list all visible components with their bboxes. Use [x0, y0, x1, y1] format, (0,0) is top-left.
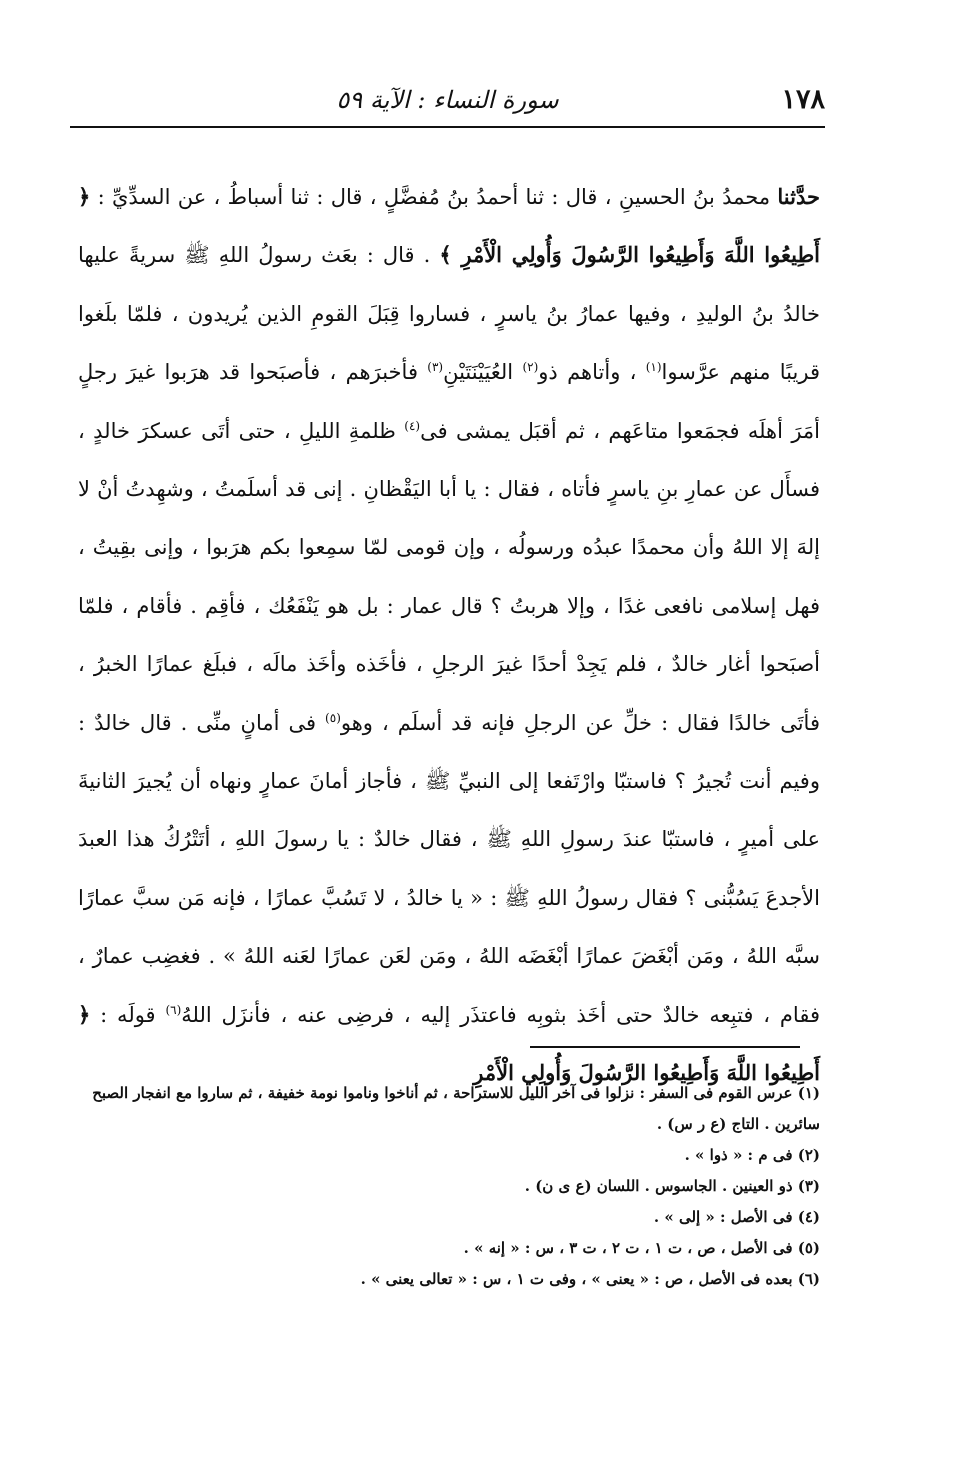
quran-verse-2: ﴿ أَطِيعُوا اللَّهَ وَأَطِيعُوا الرَّسُولَ وَأُولِي الْأَمْرِ — [78, 1001, 820, 1086]
footnote-1: (١) عرس القوم فى السفر : نزلوا فى آخر الليل للاستراحة ، ثم أناخوا وناموا نومة خفيفة ، ثم ساروا مع انفجار الصبح سائرين . التاج (ع ر س) . — [92, 1084, 820, 1133]
page-number: ١٧٨ — [781, 84, 825, 115]
footnote-ref-6[interactable]: (٦) — [165, 1002, 182, 1017]
footnote-ref-2[interactable]: (٢) — [522, 360, 539, 375]
footnote-ref-3[interactable]: (٣) — [427, 360, 444, 375]
text-segment-7: فى أمانٍ منِّى . قال خالدٌ : وفيم أنت تُجيرُ ؟ فاستبّا وارْتَفعا إلى النبيِّ ﷺ ، فأجاز أمانَ عمارٍ ونهاه أن يُجيرَ الثانيةَ على أميرٍ ، فاستبّا عندَ رسولِ اللهِ ﷺ ، فقال خالدٌ : يا رسولَ اللهِ ، أتَتْرُكُ هذا العبدَ الأجدعَ يَسُبُّنى ؟ فقال رسولُ اللهِ ﷺ : « يا خالدُ ، لا تَسُبَّ عمارًا ، فإنه مَن سبَّ عمارًا سبَّه اللهُ ، ومَن أبْغَضَ عمارًا أبْغَضَه اللهُ ، ومَن لعَن عمارًا لعَنه اللهُ » . فغضِب عمارٌ ، فقام ، فتبِعه خالدٌ حتى أخَذ بثوبِه فاعتذَر إليه ، فرضِى عنه ، فأنزَل اللهُ — [78, 710, 820, 1027]
footnote-ref-1[interactable]: (١) — [645, 360, 662, 375]
header-rule — [70, 126, 825, 128]
text-segment-8: قولَه : — [90, 1002, 166, 1027]
text-segment-3: ، وأتاهم ذو — [538, 360, 646, 385]
footnote-5: (٥) فى الأصل ، ص ، ت ١ ، ت ٢ ، ت ٣ ، س : « إنه » . — [463, 1239, 820, 1257]
footnote-6: (٦) بعده فى الأصل ، ص : « يعنى » ، وفى ت ١ ، س : « تعالى يعنى » . — [360, 1270, 820, 1288]
page-header — [70, 80, 825, 128]
footnote-ref-5[interactable]: (٥) — [325, 710, 341, 725]
text-segment-2: . قال : بعَث رسولُ اللهِ ﷺ سريةً عليها خالدُ بنُ الوليدِ ، وفيها عمارُ بنُ ياسرٍ ، فساروا قِبَلَ القومِ الذين يُريدون ، فلمّا بلَغوا قريبًا منهم عرَّسوا — [78, 243, 820, 385]
text-segment-5: فأخبرَهم ، فأصبَحوا قد هرَبوا غيرَ رجلٍ أمَرَ أهلَه فجمَعوا متاعَهم ، ثم أقبَل يمشى فى — [78, 360, 821, 443]
footnote-ref-4[interactable]: (٤) — [404, 418, 421, 433]
running-title: سورة النساء : الآية ٥٩ — [336, 86, 559, 114]
text-opening: حدَّثنا — [777, 184, 820, 209]
footnote-2: (٢) فى م : « ذوا » . — [684, 1146, 820, 1164]
footnotes-list — [78, 1078, 820, 1295]
main-text — [78, 168, 820, 1103]
footnote-3: (٣) ذو العينين . الجاسوس . اللسان (ع ى ن) . — [524, 1177, 820, 1195]
footnote-4: (٤) فى الأصل : « إلى » . — [653, 1208, 820, 1226]
text-segment-6: ظلمةِ الليلِ ، حتى أتَى عسكرَ خالدٍ ، فسأَل عن عمارِ بنِ ياسرٍ فأتاه ، فقال : يا أبا اليَقْظانِ . إنى قد أسلَمتُ ، وشهِدتُ أنْ لا إلهَ إلا اللهُ وأن محمدًا عبدُه ورسولُه ، وإن قومى لمّا سمِعوا بكم هرَبوا ، وإنى بقِيتُ ، فهل إسلامى نافعى غدًا ، وإلا هربتُ ؟ قال عمار : بل هو يَنْفَعُك ، فأقِم . فأقام ، فلمّا أصبَحوا أغار خالدٌ ، فلم يَجِدْ أحدًا غيرَ الرجلِ ، فأخَذه وأخَذ مالَه ، فبلَغ عمارًا الخبرُ ، فأتَى خالدًا فقال : خلِّ عن الرجلِ فإنه قد أسلَم ، وهو — [78, 418, 820, 735]
text-segment-4: العُيَيْنَتَيْنِ — [443, 360, 523, 385]
quran-verse-1: ﴿ أَطِيعُوا اللَّهَ وَأَطِيعُوا الرَّسُولَ وَأُولِي الْأَمْرِ ﴾ — [78, 184, 820, 268]
footnote-separator — [530, 1046, 800, 1048]
text-segment-1: محمدُ بنُ الحسينِ ، قال : ثنا أحمدُ بنُ مُفضَّلٍ ، قال : ثنا أسباطُ ، عن السدِّيِّ : — [90, 185, 778, 209]
